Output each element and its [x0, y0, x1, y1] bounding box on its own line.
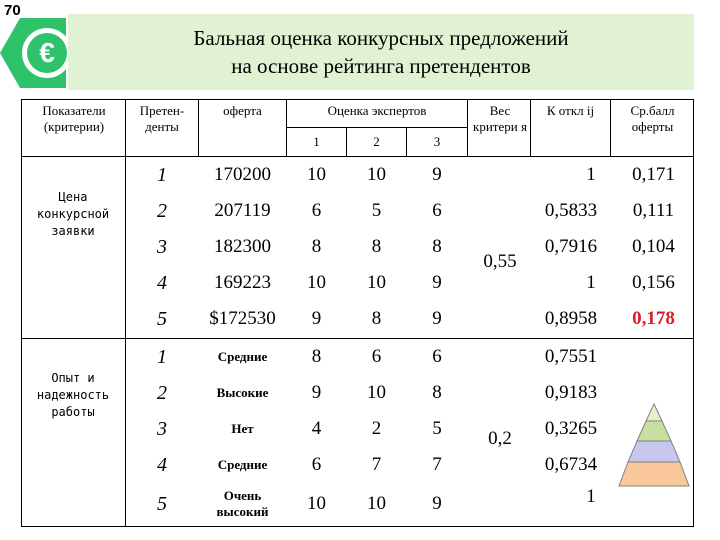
experience-row-5 — [21, 483, 694, 525]
row-k: 0,8958 — [544, 308, 598, 329]
row-avg: 0,156 — [632, 272, 675, 293]
row-expert-2: 10 — [367, 493, 386, 514]
header-weight: Вес критери я — [473, 103, 527, 134]
row-expert-1: 8 — [311, 236, 322, 257]
row-expert-3: 5 — [432, 418, 442, 439]
title-line-2: на основе рейтинга претендентов — [231, 54, 531, 78]
row-expert-1: 10 — [307, 493, 326, 514]
row-offer: Средние — [217, 457, 268, 472]
row-expert-3: 9 — [432, 272, 442, 293]
header-expert-3: 3 — [433, 134, 441, 149]
row-avg: 0,171 — [632, 164, 675, 185]
row-expert-3: 9 — [432, 308, 442, 329]
row-expert-1: 8 — [311, 346, 322, 367]
experience-row-4 — [21, 447, 694, 483]
row-offer: Средние — [217, 349, 268, 364]
row-expert-1: 10 — [307, 164, 326, 185]
experience-row-1 — [21, 339, 694, 375]
row-k: 0,3265 — [544, 418, 598, 439]
row-expert-2: 2 — [371, 418, 382, 439]
row-avg: 0,104 — [632, 236, 675, 257]
row-index: 3 — [157, 417, 167, 440]
row-index: 4 — [157, 453, 167, 476]
title-line-1: Бальная оценка конкурсных предложений — [193, 26, 569, 50]
header-offer: оферта — [223, 103, 262, 118]
row-expert-2: 5 — [371, 200, 382, 221]
row-expert-2: 7 — [371, 454, 382, 475]
row-expert-3: 7 — [432, 454, 442, 475]
price-row-1 — [21, 157, 694, 193]
row-offer: 207119 — [214, 200, 271, 221]
row-offer: 170200 — [214, 164, 271, 185]
row-expert-1: 9 — [311, 308, 322, 329]
row-expert-1: 6 — [311, 200, 322, 221]
row-expert-1: 9 — [311, 382, 322, 403]
row-expert-2: 10 — [367, 272, 386, 293]
row-k: 1 — [586, 272, 596, 293]
header-avg: Ср.балл оферты — [630, 103, 675, 134]
header-candidates: Претен-денты — [139, 103, 185, 134]
row-k: 0,7551 — [544, 346, 598, 367]
header-criteria: Показатели (критерии) — [42, 103, 106, 134]
row-expert-3: 6 — [432, 346, 442, 367]
criterion-price: Цена конкурсной заявки — [36, 189, 110, 238]
row-expert-2: 10 — [367, 382, 386, 403]
row-expert-1: 6 — [311, 454, 322, 475]
row-index: 1 — [157, 345, 167, 368]
row-expert-1: 4 — [311, 418, 322, 439]
experience-row-3 — [21, 411, 694, 447]
row-offer: Нет — [231, 421, 254, 436]
row-index: 2 — [157, 199, 167, 222]
row-expert-2: 10 — [367, 164, 386, 185]
header-experts: Оценка экспертов — [327, 103, 427, 118]
svg-text:€: € — [39, 37, 55, 68]
row-k: 0,5833 — [544, 200, 598, 221]
row-expert-3: 8 — [432, 236, 442, 257]
row-offer: 182300 — [214, 236, 271, 257]
row-index: 2 — [157, 381, 167, 404]
row-expert-3: 8 — [432, 382, 442, 403]
row-offer: 169223 — [214, 272, 271, 293]
header-k: К откл ij — [546, 103, 595, 118]
row-expert-2: 6 — [371, 346, 382, 367]
row-expert-1: 10 — [307, 272, 326, 293]
slide-number: 70 — [4, 2, 21, 19]
row-avg-best: 0,178 — [632, 308, 675, 329]
criterion-experience: Опыт и надежность работы — [36, 370, 110, 419]
price-row-2 — [21, 193, 694, 229]
row-expert-3: 6 — [432, 200, 442, 221]
row-k: 1 — [586, 164, 596, 185]
row-index: 3 — [157, 235, 167, 258]
header-expert-2: 2 — [373, 134, 380, 149]
weight-price: 0,55 — [483, 251, 517, 272]
weight-experience: 0,2 — [488, 428, 512, 449]
row-index: 5 — [157, 307, 167, 330]
price-row-3 — [21, 229, 694, 265]
pyramid-icon — [617, 402, 691, 490]
row-expert-3: 9 — [432, 493, 442, 514]
row-k: 0,6734 — [544, 454, 598, 475]
page-title — [68, 14, 694, 90]
row-avg: 0,111 — [632, 200, 675, 221]
row-expert-3: 9 — [432, 164, 442, 185]
row-k: 0,9183 — [544, 382, 598, 403]
row-index: 5 — [157, 492, 167, 515]
rating-table — [21, 99, 694, 527]
row-offer: Высокие — [216, 385, 269, 400]
header-expert-1: 1 — [313, 134, 320, 149]
row-offer: Очень высокий — [216, 488, 269, 519]
row-expert-2: 8 — [371, 236, 382, 257]
row-index: 1 — [157, 163, 167, 186]
row-expert-2: 8 — [371, 308, 382, 329]
row-k: 1 — [586, 486, 596, 507]
row-k: 0,7916 — [544, 236, 598, 257]
row-index: 4 — [157, 271, 167, 294]
row-offer: $172530 — [209, 308, 276, 329]
price-row-5 — [21, 301, 694, 337]
experience-row-2 — [21, 375, 694, 411]
price-row-4 — [21, 265, 694, 301]
